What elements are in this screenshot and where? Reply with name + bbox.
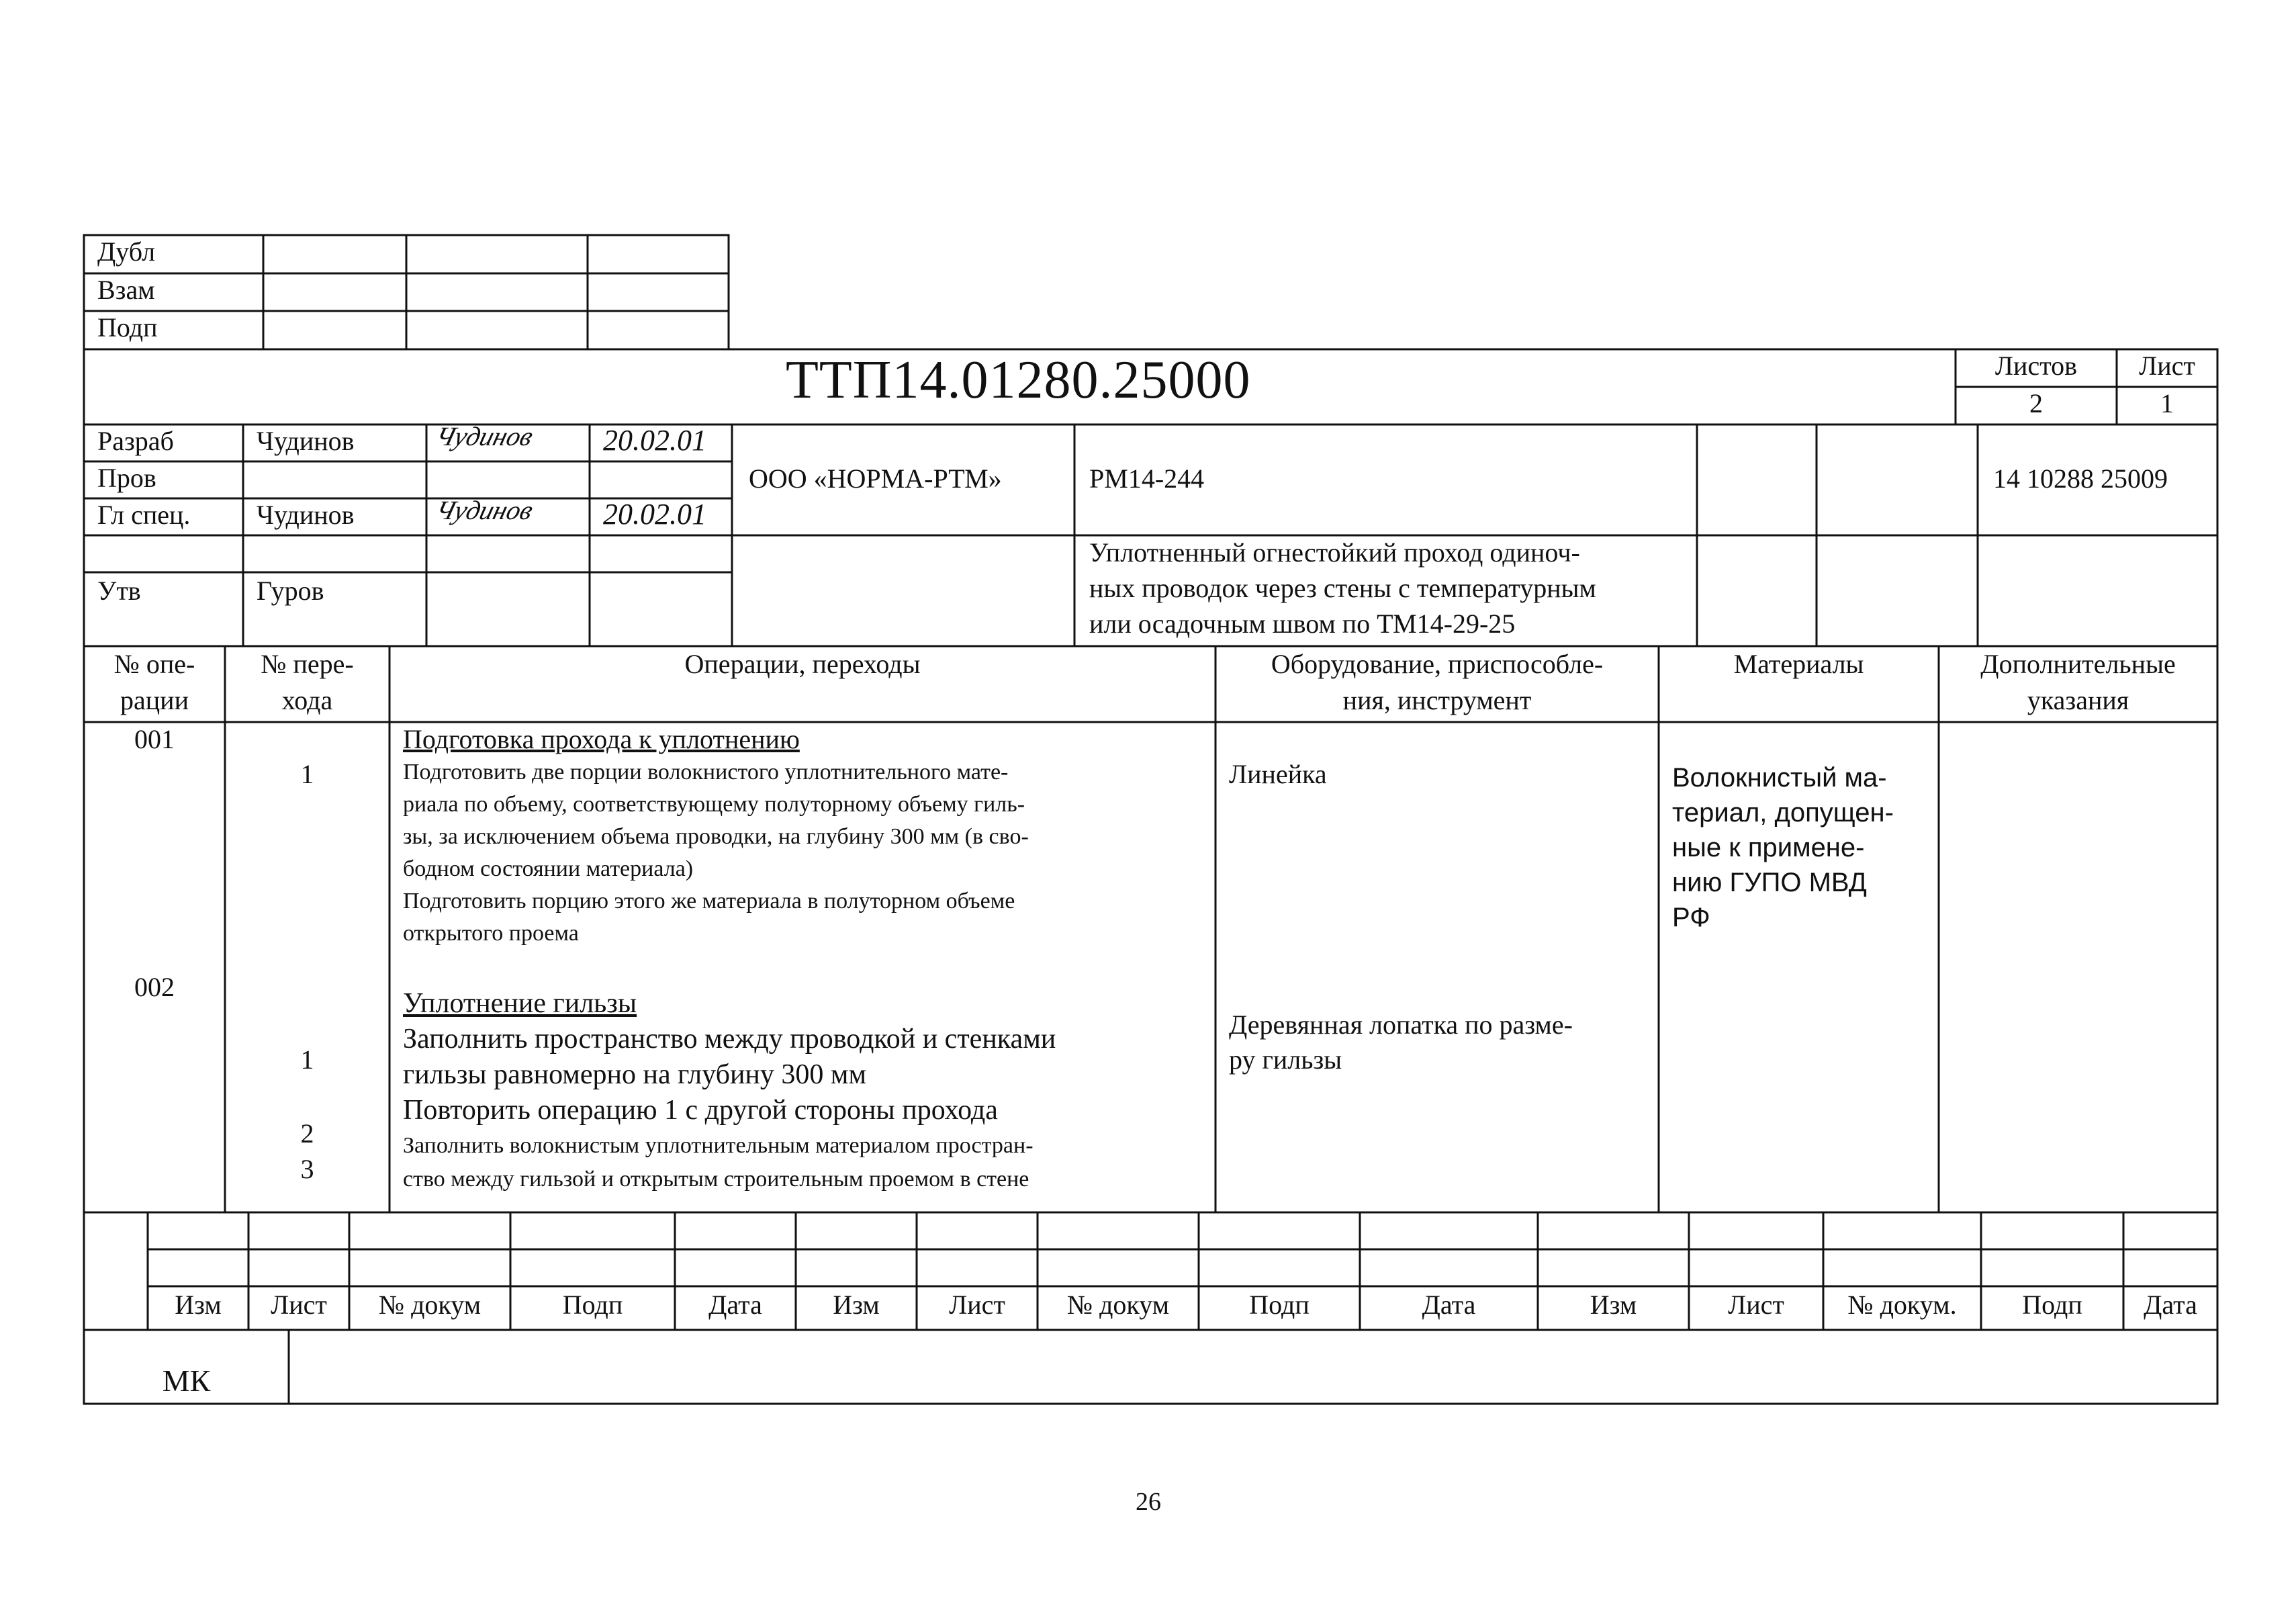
- footer-label: Дата: [2144, 1290, 2197, 1320]
- header-op-no-2: рации: [120, 685, 189, 715]
- footer-label: Лист: [949, 1290, 1005, 1320]
- name-razrab: Чудинов: [257, 426, 355, 456]
- label-list: Лист: [2139, 351, 2195, 381]
- operation-1-line: открытого проема: [403, 921, 579, 946]
- role-razrab: Разраб: [97, 426, 174, 456]
- material-line: ные к примене-: [1672, 833, 1865, 862]
- operation-2-line: Повторить операцию 1 с другой стороны прохода: [403, 1095, 998, 1126]
- header-materials: Материалы: [1733, 649, 1864, 679]
- op-number-002: 002: [134, 972, 175, 1002]
- list-value: 1: [2160, 388, 2174, 418]
- operation-1-line: риала по объему, соответствующему полуторному объему гиль-: [403, 792, 1025, 817]
- operation-1-line: зы, за исключением объема проводки, на глубину 300 мм (в сво-: [403, 824, 1029, 849]
- footer-label: Подп: [1249, 1290, 1310, 1320]
- label-podp: Подп: [97, 312, 158, 343]
- operation-1-line: Подготовить порцию этого же материала в полуторном объеме: [403, 889, 1015, 913]
- mk-label: МК: [162, 1363, 211, 1398]
- name-gl-spec: Чудинов: [257, 500, 355, 530]
- label-dubl: Дубл: [97, 236, 156, 267]
- footer-label: Лист: [271, 1290, 327, 1320]
- footer-label: Подп: [2022, 1290, 2082, 1320]
- title-line-1: Уплотненный огнестойкий проход одиноч-: [1089, 537, 1580, 568]
- name-utv: Гуров: [257, 576, 324, 606]
- material-line: РФ: [1672, 903, 1710, 932]
- date-razrab: 20.02.01: [603, 424, 706, 457]
- label-vzam: Взам: [97, 275, 155, 305]
- header-step-no-2: хода: [281, 685, 333, 715]
- footer-label: Дата: [1422, 1290, 1476, 1320]
- footer-label: Изм: [833, 1290, 880, 1320]
- op-number-001: 001: [134, 724, 175, 754]
- step-number: 1: [300, 1044, 314, 1075]
- footer-label: Дата: [708, 1290, 762, 1320]
- operation-2-line: ство между гильзой и открытым строительным проемом в стене: [403, 1167, 1029, 1192]
- material-line: нию ГУПО МВД: [1672, 868, 1867, 897]
- material-line: териал, допущен-: [1672, 798, 1894, 827]
- equipment-1: Линейка: [1229, 759, 1327, 789]
- step-number: 2: [300, 1118, 314, 1149]
- document-number: ТТП14.01280.25000: [786, 351, 1251, 410]
- operation-1-line: бодном состоянии материала): [403, 856, 694, 881]
- header-extra-1: Дополнительные: [1980, 649, 2176, 679]
- footer-label: № докум: [1066, 1290, 1170, 1320]
- role-prov: Пров: [97, 463, 156, 493]
- operation-2-title: Уплотнение гильзы: [403, 988, 637, 1019]
- document-code: 14 10288 25009: [1993, 463, 2168, 494]
- role-gl-spec: Гл спец.: [97, 500, 191, 530]
- operation-1-title: Подготовка прохода к уплотнению: [403, 724, 800, 754]
- header-equipment-2: ния, инструмент: [1342, 685, 1532, 715]
- header-operations: Операции, переходы: [684, 649, 921, 679]
- signature-gl-spec: Чудинов: [432, 495, 537, 525]
- footer-label: Изм: [1590, 1290, 1637, 1320]
- footer-label: Изм: [175, 1290, 222, 1320]
- rm-code: РМ14-244: [1089, 463, 1205, 494]
- footer-label: № докум.: [1847, 1290, 1957, 1320]
- title-line-2: ных проводок через стены с температурным: [1089, 573, 1596, 603]
- header-extra-2: указания: [2027, 685, 2129, 715]
- header-op-no-1: № опе-: [113, 649, 195, 679]
- page-number: 26: [1136, 1488, 1161, 1516]
- organization: ООО «НОРМА-РТМ»: [749, 463, 1002, 494]
- date-gl-spec: 20.02.01: [603, 498, 706, 531]
- signature-razrab: Чудинов: [432, 421, 537, 451]
- role-utv: Утв: [97, 576, 141, 606]
- label-listov: Листов: [1994, 351, 2078, 381]
- header-equipment-1: Оборудование, приспособле-: [1271, 649, 1604, 679]
- step-number: 1: [300, 759, 314, 789]
- operation-2-line: Заполнить пространство между проводкой и стенками: [403, 1024, 1056, 1055]
- footer-label: Подп: [562, 1290, 623, 1320]
- operation-2-line: Заполнить волокнистым уплотнительным материалом простран-: [403, 1133, 1034, 1158]
- material-line: Волокнистый ма-: [1672, 763, 1887, 793]
- operation-2-line: гильзы равномерно на глубину 300 мм: [403, 1059, 867, 1090]
- equipment-2-line: Деревянная лопатка по разме-: [1229, 1010, 1573, 1040]
- title-line-3: или осадочным швом по ТМ14-29-25: [1089, 609, 1516, 639]
- header-step-no-1: № пере-: [261, 649, 354, 679]
- footer-label: Лист: [1728, 1290, 1784, 1320]
- operation-1-line: Подготовить две порции волокнистого уплотнительного мате-: [403, 760, 1009, 785]
- step-number: 3: [300, 1154, 314, 1184]
- listov-value: 2: [2029, 388, 2043, 418]
- equipment-2-line: ру гильзы: [1229, 1044, 1342, 1075]
- footer-label: № докум: [378, 1290, 481, 1320]
